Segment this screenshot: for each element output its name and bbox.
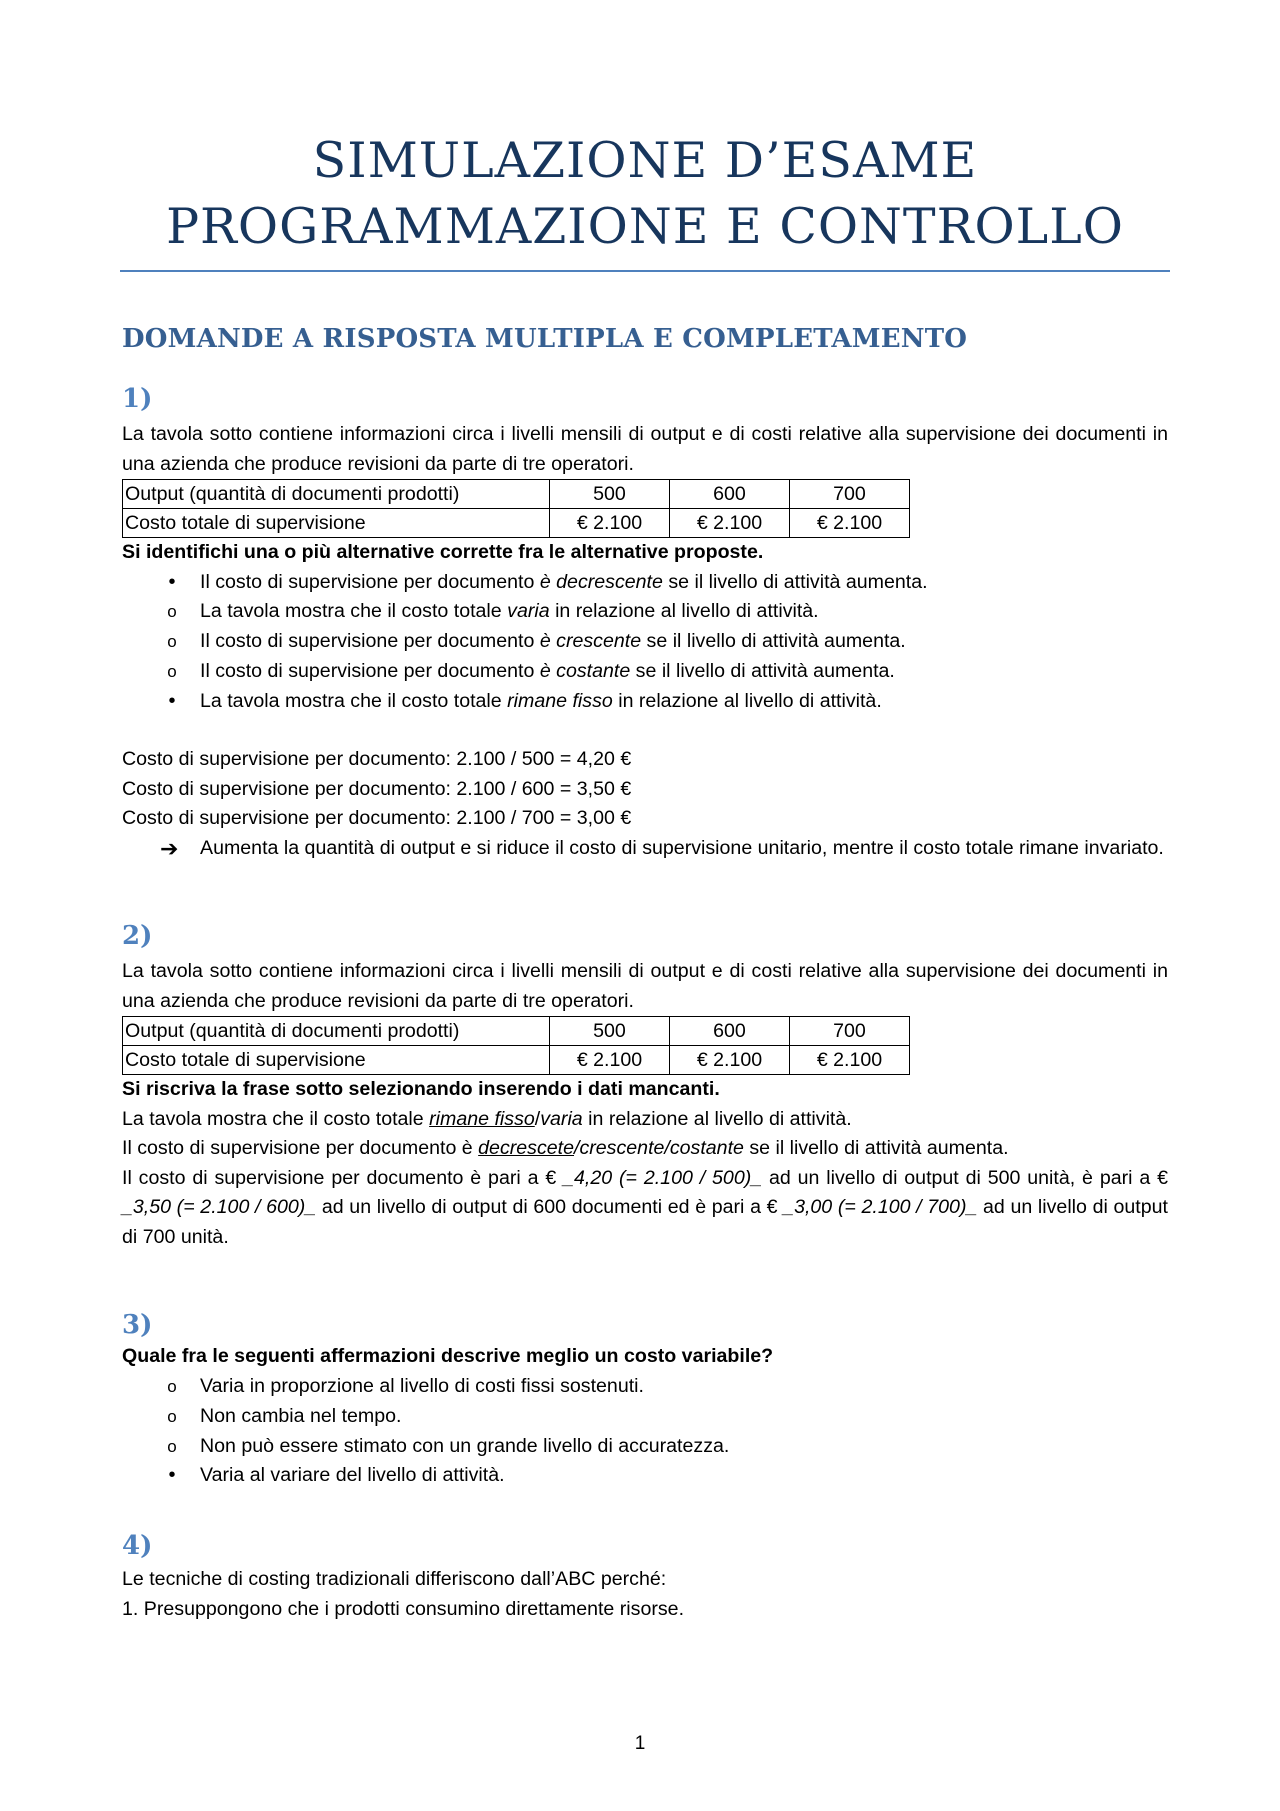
- fill-sentence-2: Il costo di supervisione per documento è decrescete/crescente/costante se il livello di attività aumenta.: [122, 1137, 1009, 1160]
- bullet-circle-icon: o: [167, 1406, 177, 1426]
- bullet-selected-icon: •: [168, 570, 176, 593]
- table-cell: 700: [790, 1017, 910, 1046]
- table-cell: 600: [670, 1017, 790, 1046]
- document-page: [122, 0, 1168, 1624]
- table-cell: Costo totale di supervisione: [123, 1046, 550, 1075]
- question-intro: La tavola sotto contiene informazioni circa i livelli mensili di output e di costi relative alla supervisione dei documenti in una azienda che produce revisioni da parte di tre operatori.: [122, 960, 1168, 1012]
- question-number: 1): [122, 384, 153, 414]
- question-intro: La tavola sotto contiene informazioni circa i livelli mensili di output e di costi relative alla supervisione dei documenti in una azienda che produce revisioni da parte di tre operatori.: [122, 423, 1168, 475]
- calc-line: Costo di supervisione per documento: 2.100 / 500 = 4,20 €: [122, 748, 632, 771]
- table-cell: Output (quantità di documenti prodotti): [123, 1017, 550, 1046]
- cost-table: [122, 479, 910, 538]
- question-intro: Le tecniche di costing tradizionali differiscono dall’ABC perché:: [122, 1568, 667, 1591]
- question-number: 3): [122, 1310, 153, 1341]
- answer-option[interactable]: • La tavola mostra che il costo totale rimane fisso in relazione al livello di attività.: [122, 687, 1168, 717]
- question-1: [122, 384, 1168, 863]
- table-cell: € 2.100: [550, 509, 670, 538]
- bullet-circle-icon: o: [167, 1436, 177, 1456]
- calc-line: Costo di supervisione per documento: 2.100 / 700 = 3,00 €: [122, 807, 632, 830]
- answer-option[interactable]: o Non cambia nel tempo.: [122, 1402, 1168, 1432]
- bullet-circle-icon: o: [167, 632, 177, 652]
- cost-table: [122, 1016, 910, 1075]
- table-cell: € 2.100: [790, 509, 910, 538]
- section-heading: DOMANDE A RISPOSTA MULTIPLA E COMPLETAMENTO: [122, 324, 968, 354]
- question-text: Quale fra le seguenti affermazioni descrive meglio un costo variabile?: [122, 1345, 774, 1368]
- table-cell: Costo totale di supervisione: [123, 509, 550, 538]
- list-item: 1. Presuppongono che i prodotti consumino direttamente risorse.: [122, 1597, 685, 1620]
- page-number: 1: [634, 1733, 646, 1754]
- answer-option[interactable]: o Varia in proporzione al livello di costi fissi sostenuti.: [122, 1372, 1168, 1402]
- answer-option[interactable]: • Il costo di supervisione per documento è decrescente se il livello di attività aumenta.: [122, 568, 1168, 598]
- table-cell: 600: [670, 480, 790, 509]
- title-line-1: SIMULAZIONE D’ESAME: [312, 132, 978, 189]
- table-row: [123, 1017, 910, 1046]
- fill-sentence-3: Il costo di supervisione per documento è pari a € _4,20 (= 2.100 / 500)_ ad un livello di output di 500 unità, è pari a € _3,50 (= 2.100 / 600)_ ad un livello di output di 600 documenti ed è pari a € _3,00 (= 2.100 / 700)_ ad un livello di output di 700 unità.: [122, 1166, 1168, 1248]
- title-line-2: PROGRAMMAZIONE E CONTROLLO: [166, 198, 1124, 255]
- bullet-circle-icon: o: [167, 602, 177, 622]
- arrow-right-icon: ➔: [160, 835, 179, 861]
- table-cell: € 2.100: [790, 1046, 910, 1075]
- bullet-selected-icon: •: [168, 689, 176, 712]
- table-cell: 700: [790, 480, 910, 509]
- bullet-circle-icon: o: [167, 661, 177, 681]
- conclusion: ➔ Aumenta la quantità di output e si riduce il costo di supervisione unitario, mentre il costo totale rimane invariato.: [122, 834, 1168, 864]
- bullet-circle-icon: o: [167, 1376, 177, 1396]
- answer-options: [122, 1372, 1168, 1491]
- question-instruction: Si riscriva la frase sotto selezionando inserendo i dati mancanti.: [122, 1078, 720, 1101]
- document-title: [122, 0, 1168, 260]
- question-number: 4): [122, 1531, 153, 1562]
- table-cell: € 2.100: [670, 509, 790, 538]
- answer-options: [122, 568, 1168, 717]
- table-row: [123, 480, 910, 509]
- answer-option[interactable]: o Il costo di supervisione per documento è crescente se il livello di attività aumenta.: [122, 627, 1168, 657]
- question-2: [122, 921, 1168, 1252]
- table-row: [123, 509, 910, 538]
- answer-option[interactable]: o La tavola mostra che il costo totale varia in relazione al livello di attività.: [122, 597, 1168, 627]
- question-4: [122, 1531, 1168, 1624]
- answer-option[interactable]: • Varia al variare del livello di attività.: [122, 1461, 1168, 1491]
- question-instruction: Si identifichi una o più alternative corrette fra le alternative proposte.: [122, 541, 764, 563]
- title-divider: [120, 270, 1170, 272]
- fill-sentence-1: La tavola mostra che il costo totale rimane fisso/varia in relazione al livello di attività.: [122, 1107, 852, 1130]
- calc-line: Costo di supervisione per documento: 2.100 / 600 = 3,50 €: [122, 777, 632, 800]
- bullet-selected-icon: •: [168, 1464, 176, 1487]
- table-cell: Output (quantità di documenti prodotti): [123, 480, 550, 509]
- answer-option[interactable]: o Non può essere stimato con un grande livello di accuratezza.: [122, 1432, 1168, 1462]
- table-row: [123, 1046, 910, 1075]
- question-3: [122, 1310, 1168, 1491]
- table-cell: 500: [550, 1017, 670, 1046]
- answer-option[interactable]: o Il costo di supervisione per documento è costante se il livello di attività aumenta.: [122, 657, 1168, 687]
- table-cell: € 2.100: [670, 1046, 790, 1075]
- table-cell: 500: [550, 480, 670, 509]
- table-cell: € 2.100: [550, 1046, 670, 1075]
- question-number: 2): [122, 921, 153, 952]
